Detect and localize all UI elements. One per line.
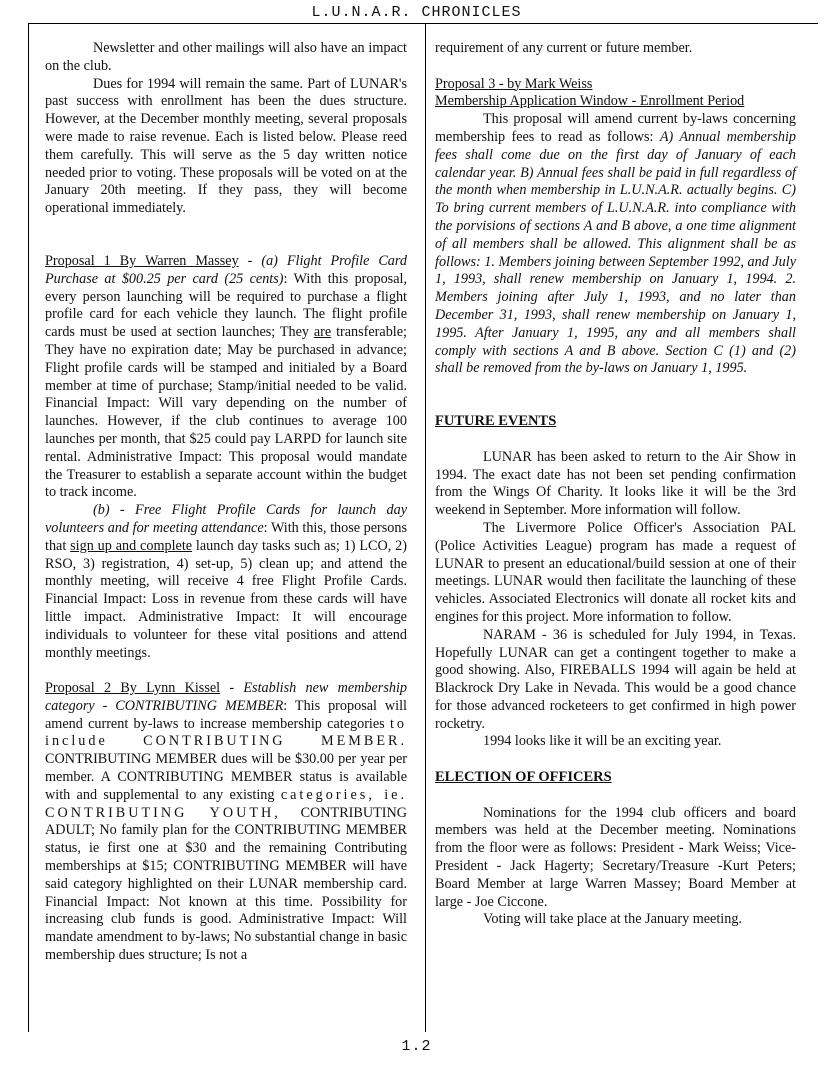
paragraph: LUNAR has been asked to return to the Air Show in 1994. The exact date has not been set pending confirmation from the Wings Of Charity. It looks like it will be the 3rd weekend in September. More information will follow. (435, 448, 796, 519)
paragraph: Nominations for the 1994 club officers and board members was held at the December meeting. Nominations from the floor were as follows: President - Mark Weiss; Vice-President - Jack Hagerty; Secretary/Treasure -Kurt Peters; Board Member at large Warren Massey; Board Member at large - Joe Ciccone. (435, 804, 796, 910)
proposal-2-heading: Proposal 2 By Lynn Kissel (45, 680, 221, 697)
proposal-1a-title: (a) Flight Profile Card Purchase at $00.25 per card (25 cents) (45, 252, 407, 287)
election-heading: ELECTION OF OFFICERS (435, 769, 612, 786)
proposal-3-body: This proposal will amend current by-laws concerning membership fees to read as follows: A) Annual membership fees shall come due on the first day of January of each calendar year. B) Annual fees shall be paid in full regardless of the month when membership in L.U.N.A.R. actually begins. C) To bring current members of L.U.N.A.R. into compliance with the porvisions of sections A and B above, a one time alignment of all members shall be allowed. This alignment shall be as follows: 1. Members joining between September 1992, and July 1, 1993, shall renew membership on January 1, 1994. 2. Members joining after July 1, 1993, and no later than December 31, 1993, shall renew membership on January 1, 1995. After January 1, 1995, any and all members shall comply with sections A and B above. Section C (1) and (2) shall be removed from the by-laws on January 1, 1995. (435, 111, 797, 377)
column-divider (425, 24, 426, 1032)
header-rule (28, 23, 818, 24)
paragraph: 1994 looks like it will be an exciting year. (483, 733, 722, 750)
paragraph: requirement of any current or future member. (435, 40, 693, 56)
proposal-1b-title: (b) - Free Flight Profile Cards for launch day volunteers and for meeting attendance (45, 502, 407, 536)
right-column (435, 40, 796, 929)
paragraph: NARAM - 36 is scheduled for July 1994, in Texas. Hopefully LUNAR can get a contingent together to make a good showing. Also, FIREBALLS 1994 will again be held at Blackrock Dry Lake in Nevada. This would be a good chance for those advanced rocketeers to get confirmed in high power rocketry. (435, 626, 796, 732)
proposal-3-subheading: Membership Application Window - Enrollment Period (435, 93, 745, 110)
proposal-1: Proposal 1 By Warren Massey - (a) Flight Profile Card Purchase at $00.25 per card (25 cents): With this proposal, every person launching will be required to purchase a flight profile card for each vehicle they launch. The flight profile cards must be used at section launches; They are transferable; They have no expiration date; May be purchased in advance; Flight profile cards will be stamped and initialed by a Board member at time of purchase; Stamp/initial needed to be valid. Financial Impact: Will vary depending on the number of launches. However, if the club continues to average 100 launches per month, that $25 could pay LARPD for launch site rental. Administrative Impact: This proposal would mandate the Treasurer to establish a separate account within the budget to track income. (45, 252, 407, 501)
future-events-heading: FUTURE EVENTS (435, 413, 557, 430)
page-header: L.U.N.A.R. CHRONICLES (311, 4, 522, 21)
paragraph: Dues for 1994 will remain the same. Part of LUNAR's past success with enrollment has been the dues structure. However, at the December monthly meeting, several proposals were made to raise revenue. Each is listed below. Please reed them carefully. This will serve as the 5 day written notice needed prior to voting. These proposals will be voted on at the January 20th meeting. If they pass, they will become operational immediately. (45, 75, 407, 217)
left-column (45, 40, 407, 965)
proposal-3-heading: Proposal 3 - by Mark Weiss (435, 75, 593, 92)
proposal-1b: (b) - Free Flight Profile Cards for launch day volunteers and for meeting attendance: With this, those persons that sign up and complete launch day tasks such as; 1) LCO, 2) RSO, 3) registration, 4) set-up, 5) clean up; and attend the monthly meeting, will receive 4 free Flight Profile Cards. Financial Impact: Loss in revenue from these cards will have little impact. Administrative Impact: It will encourage individuals to volunteer for these vital positions and attend monthly meetings. (45, 502, 408, 661)
left-border-rule (28, 24, 29, 1032)
paragraph: The Livermore Police Officer's Association PAL (Police Activities League) program has made a request of LUNAR to present an educational/build session at one of their meetings. LUNAR would then facilitate the launching of these vehicles. Associated Electronics will donate all rocket kits and engines for this project. More information to follow. (435, 519, 796, 625)
proposal-1-heading: Proposal 1 By Warren Massey (45, 252, 239, 269)
page-number: 1.2 (401, 1038, 432, 1055)
proposal-2: Proposal 2 By Lynn Kissel - Establish new membership category - CONTRIBUTING MEMBER: This proposal will amend current by-laws to increase membership categories to include CONTRIBUTING MEMBER. CONTRIBUTING MEMBER dues will be $30.00 per year per member. A CONTRIBUTING MEMBER status is available with and supplemental to any existing categories, ie. CONTRIBUTING YOUTH, CONTRIBUTING ADULT; No family plan for the CONTRIBUTING MEMBER status, ie first one at $30 and the remaining Contributing memberships at $15; CONTRIBUTING MEMBER will have said category highlighted on their LUNAR membership card. Financial Impact: Not known at this time. Possibility for increasing club funds is good. Administrative Impact: Will mandate amendment to by-laws; No substantial change in basic membership dues structure; Is not a (45, 680, 407, 964)
paragraph: Voting will take place at the January meeting. (483, 911, 742, 928)
paragraph: Newsletter and other mailings will also have an impact on the club. (45, 40, 407, 74)
proposal-2-title: Establish new membership category - CONTRIBUTING MEMBER (45, 680, 407, 714)
